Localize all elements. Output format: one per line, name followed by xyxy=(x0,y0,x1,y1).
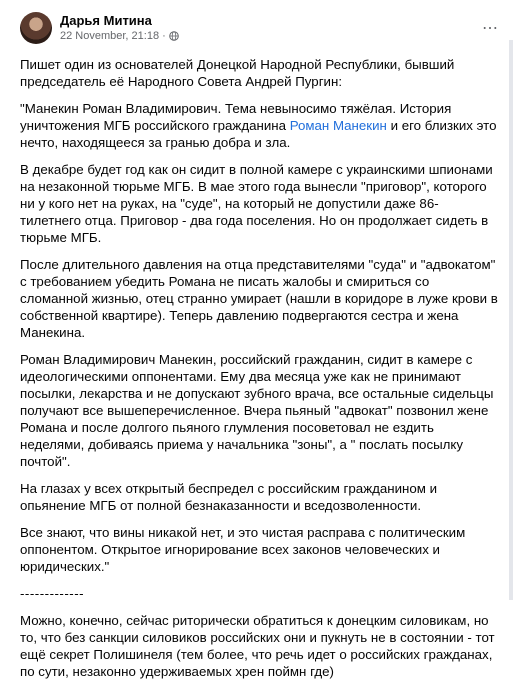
more-options-icon[interactable]: ⋯ xyxy=(482,20,499,37)
post-paragraph: Роман Владимирович Манекин, российский гражданин, сидит в камере с идеологическими оппонентами. Ему два месяца уже как не принимают посылки, лекарства и не допускают зубного врача, все остальные сидельцы получают все вышеперечисленное. Вчера пьяный "адвокат" позвонил жене Романа и после долгого пьяного глумления посоветовал не ездить неделями, добиваясь приема у начальника "зоны", а " послать посылку почтой". xyxy=(20,352,494,469)
post-paragraph-quote xyxy=(20,100,498,151)
scrollbar[interactable] xyxy=(509,40,513,600)
quote-text-end: и его близких это нечто, находящееся за гранью добра и зла. xyxy=(20,118,497,150)
author-name[interactable]: Дарья Митина xyxy=(60,13,152,28)
post-paragraph: Все знают, что вины никакой нет, и это чистая расправа с политическим оппонентом. Открытое игнорирование всех законов человеческих и юридических." xyxy=(20,525,466,574)
post-paragraph-closing: Можно, конечно, сейчас риторически обратиться к донецким силовикам, но то, что без санкции силовиков российских они и пукнуть не в состоянии - тот ещё секрет Полишинеля (тем более, что речь идет о российских гражданах, по сути, незаконно удерживаемых хрен поймн где) xyxy=(20,613,495,679)
quote-text-start: "Манекин Роман Владимирович. Тема невыносимо тяжёлая. История уничтожения МГБ российского гражданина xyxy=(20,101,452,133)
post-body xyxy=(20,56,498,690)
author-avatar[interactable] xyxy=(20,12,52,44)
meta-separator: · xyxy=(162,30,166,42)
globe-icon xyxy=(169,31,179,41)
post-paragraph: Пишет один из основателей Донецкой Народной Республики, бывший председатель её Народного Совета Андрей Пургин: xyxy=(20,57,455,89)
post-paragraph: На глазах у всех открытый беспредел с российским гражданином и опьянение МГБ от полной безнаказанности и вседозволенности. xyxy=(20,481,438,513)
post-header xyxy=(20,12,513,46)
profile-link-roman-manekin[interactable]: Роман Манекин xyxy=(289,118,387,133)
post-paragraph: После длительного давления на отца представителями "суда" и "адвокатом" с требованием убедить Романа не писать жалобы и смириться со сломанной жизнью, отец странно умирает (нашли в коридоре в луже крови в собственной квартире). Теперь давлению подвергаются сестра и жена Манекина. xyxy=(20,257,498,340)
post-timestamp[interactable]: 22 November, 21:18 xyxy=(60,30,160,42)
post-paragraph: В декабре будет год как он сидит в полной камере с украинскими шпионами на незаконной тюрьме МГБ. В мае этого года вынесли "приговор", которого ни у кого нет на руках, на "суде", на который не допустили даже 86-тилетнего отца. Приговор - два года поселения. Но он продолжает сидеть в тюрьме МГБ. xyxy=(20,162,493,245)
text-divider: ------------- xyxy=(20,586,85,601)
post-meta xyxy=(60,30,179,42)
